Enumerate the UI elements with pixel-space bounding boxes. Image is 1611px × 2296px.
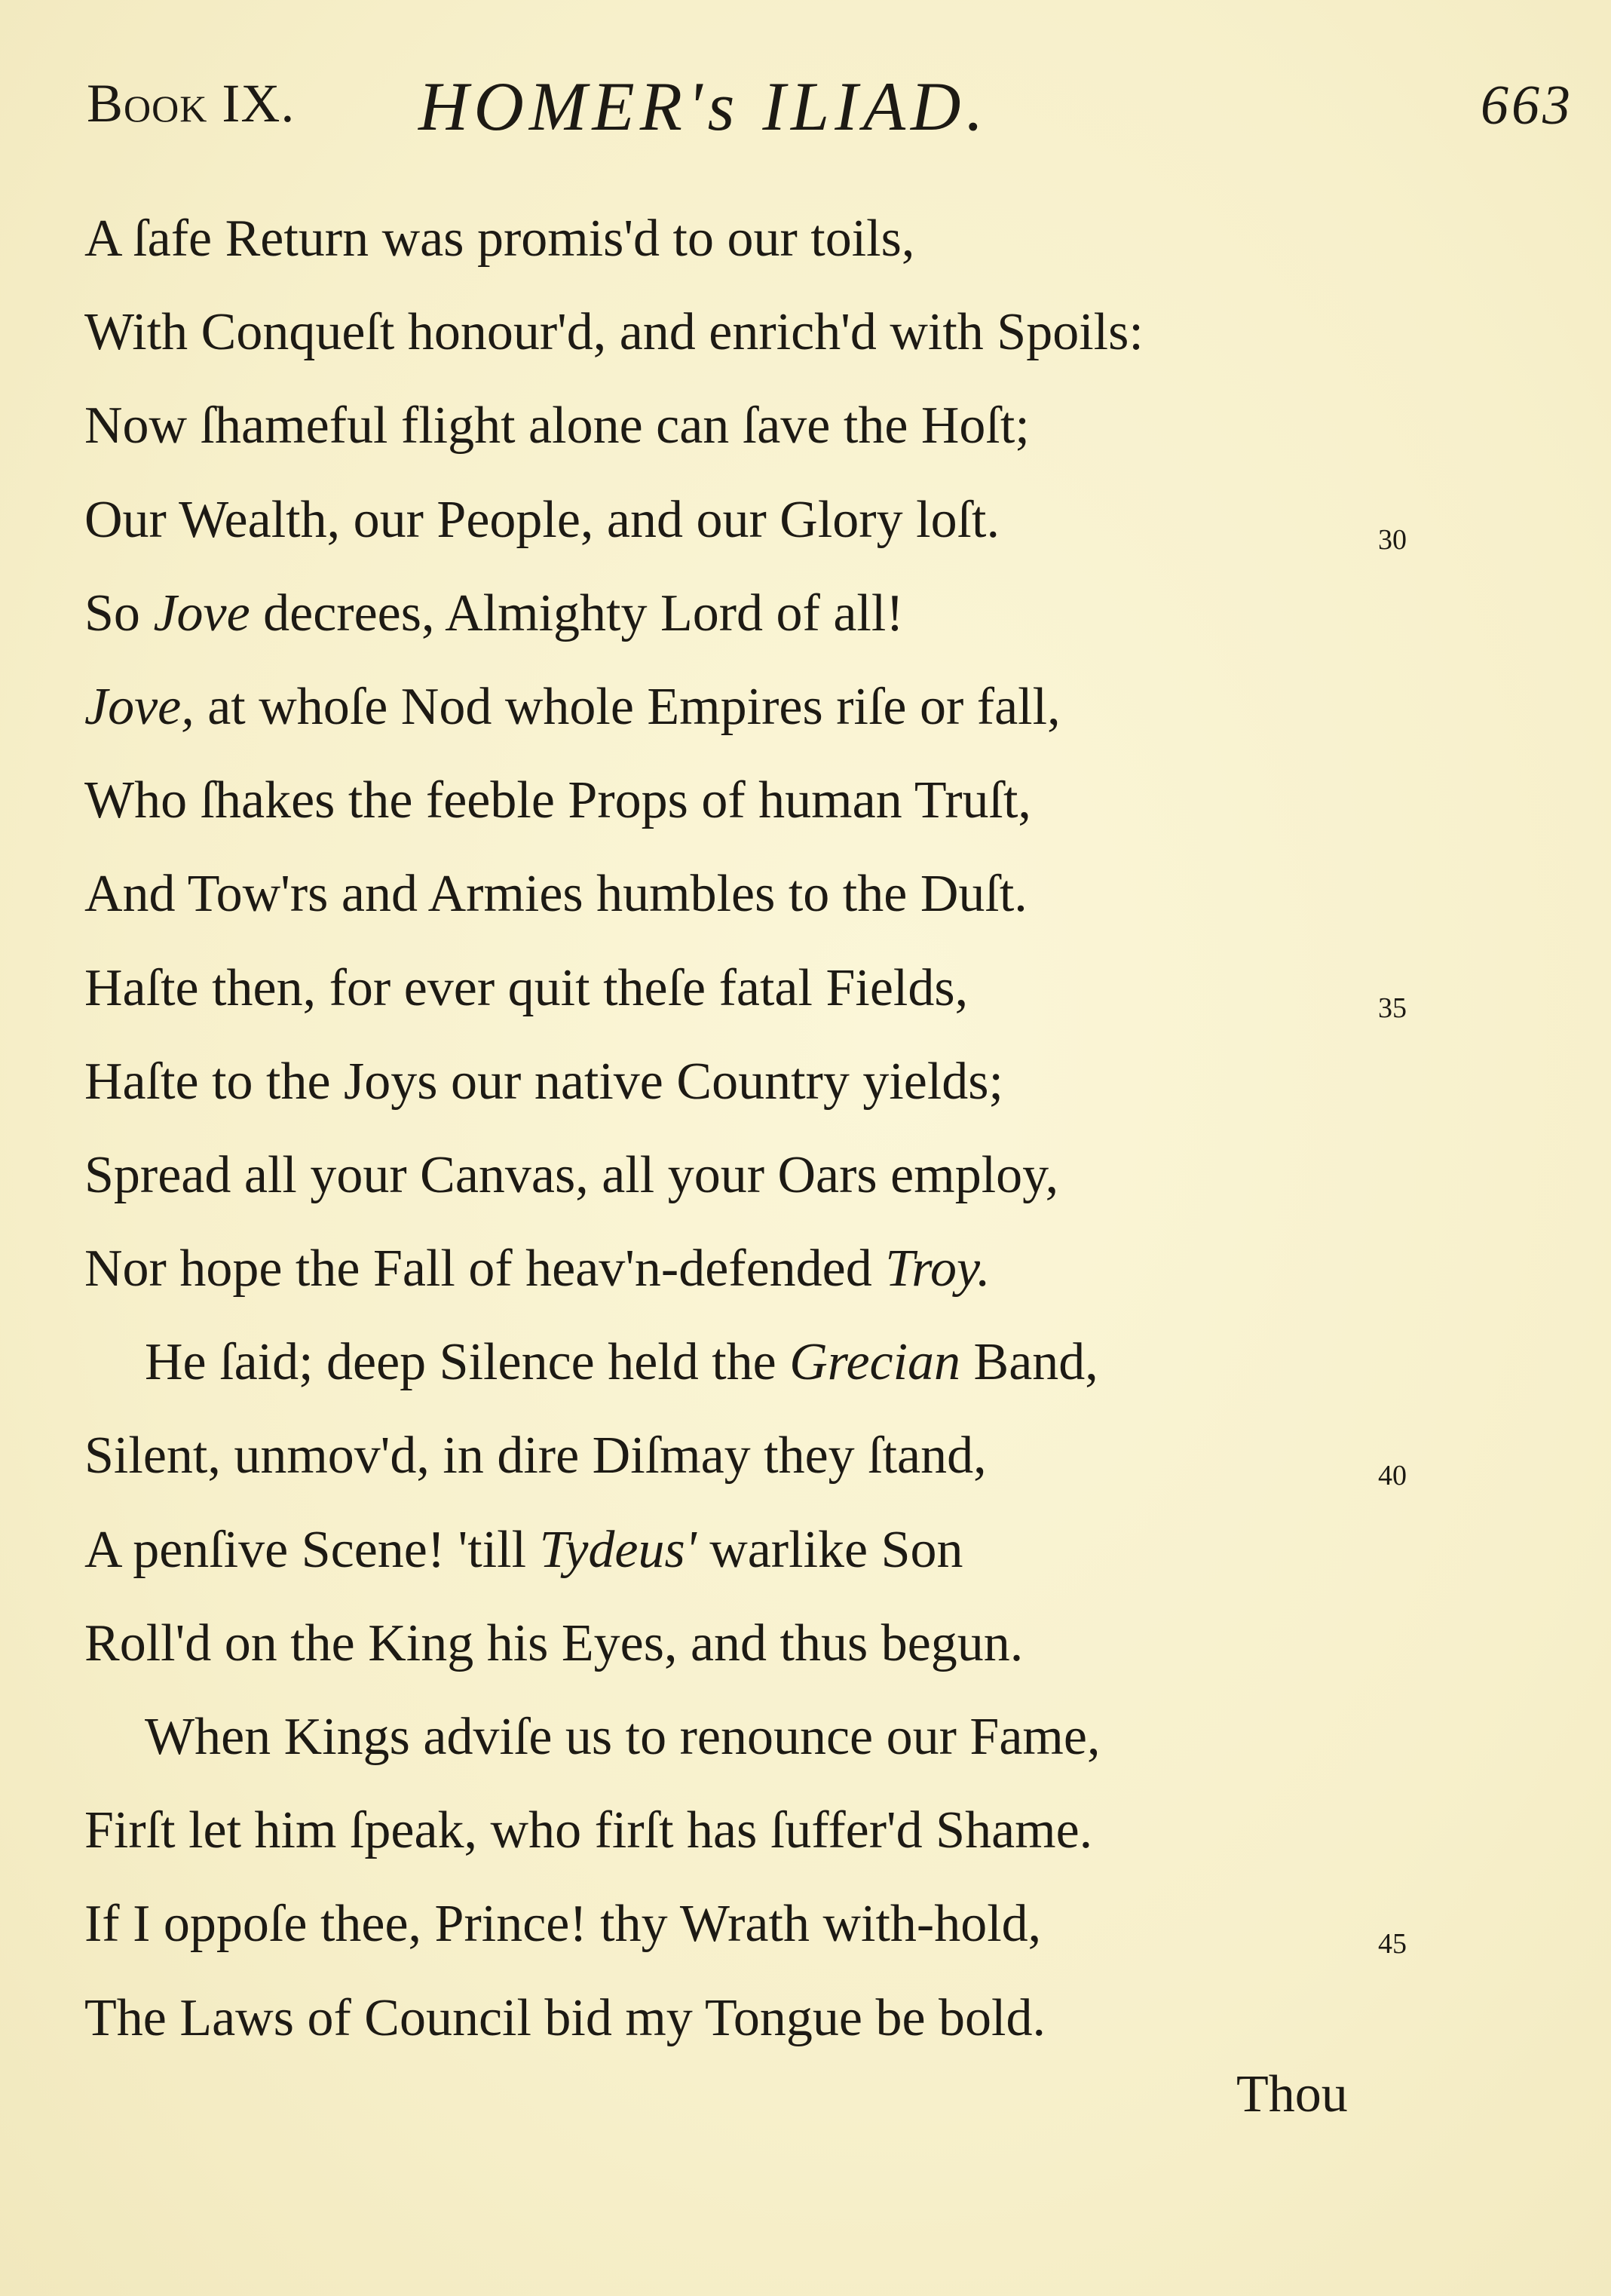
verse-line: If I oppoſe thee, Prince! thy Wrath with-hold, 45 [0, 1878, 1611, 1971]
verse-line: Our Wealth, our People, and our Glory loſt. 30 [0, 474, 1611, 567]
verse-line: The Laws of Council bid my Tongue be bold. [84, 1988, 1046, 2047]
verse-line: With Conqueſt honour'd, and enrich'd with Spoils: [84, 303, 1144, 362]
catchword: Thou [1236, 2065, 1348, 2123]
page-number: 663 [1481, 75, 1573, 136]
line-number: 40 [1378, 1460, 1407, 1492]
book-label: Book IX. [87, 73, 296, 133]
verse-line: A penſive Scene! 'till Tydeus' warlike Son [84, 1520, 963, 1579]
line-number: 45 [1378, 1928, 1407, 1960]
verse-line: Firſt let him ſpeak, who firſt has ſuffer'd Shame. [84, 1801, 1093, 1860]
verse-line: So Jove decrees, Almighty Lord of all! [84, 584, 904, 642]
verse-line: Haſte to the Joys our native Country yields; [84, 1052, 1003, 1111]
verse-line: Now ſhameful flight alone can ſave the Hoſt; [84, 397, 1030, 455]
line-number: 30 [1378, 523, 1407, 556]
verse-line: When Kings adviſe us to renounce our Fame, [145, 1708, 1101, 1766]
verse-line: Spread all your Canvas, all your Oars employ, [84, 1145, 1059, 1204]
book-title: HOMER's ILIAD. [418, 68, 989, 145]
running-head [0, 66, 1611, 149]
verse-line: Silent, unmov'd, in dire Diſmay they ſtand, 40 [0, 1409, 1611, 1503]
verse-line: And Tow'rs and Armies humbles to the Duſt. [84, 865, 1028, 924]
verse-line: Haſte then, for ever quit theſe fatal Fields, 35 [0, 942, 1611, 1035]
verse-line: Jove, at whoſe Nod whole Empires riſe or fall, [84, 677, 1061, 736]
line-number: 35 [1378, 992, 1407, 1024]
verse-line: He ſaid; deep Silence held the Grecian Band, [145, 1333, 1098, 1392]
verse-line: Nor hope the Fall of heav'n-defended Troy. [84, 1240, 991, 1298]
verse-line: Roll'd on the King his Eyes, and thus begun. [84, 1614, 1024, 1672]
verse-line: A ſafe Return was promis'd to our toils, [84, 210, 915, 268]
verse-line: Who ſhakes the feeble Props of human Truſt, [84, 771, 1031, 830]
verse-block [0, 192, 1611, 2065]
